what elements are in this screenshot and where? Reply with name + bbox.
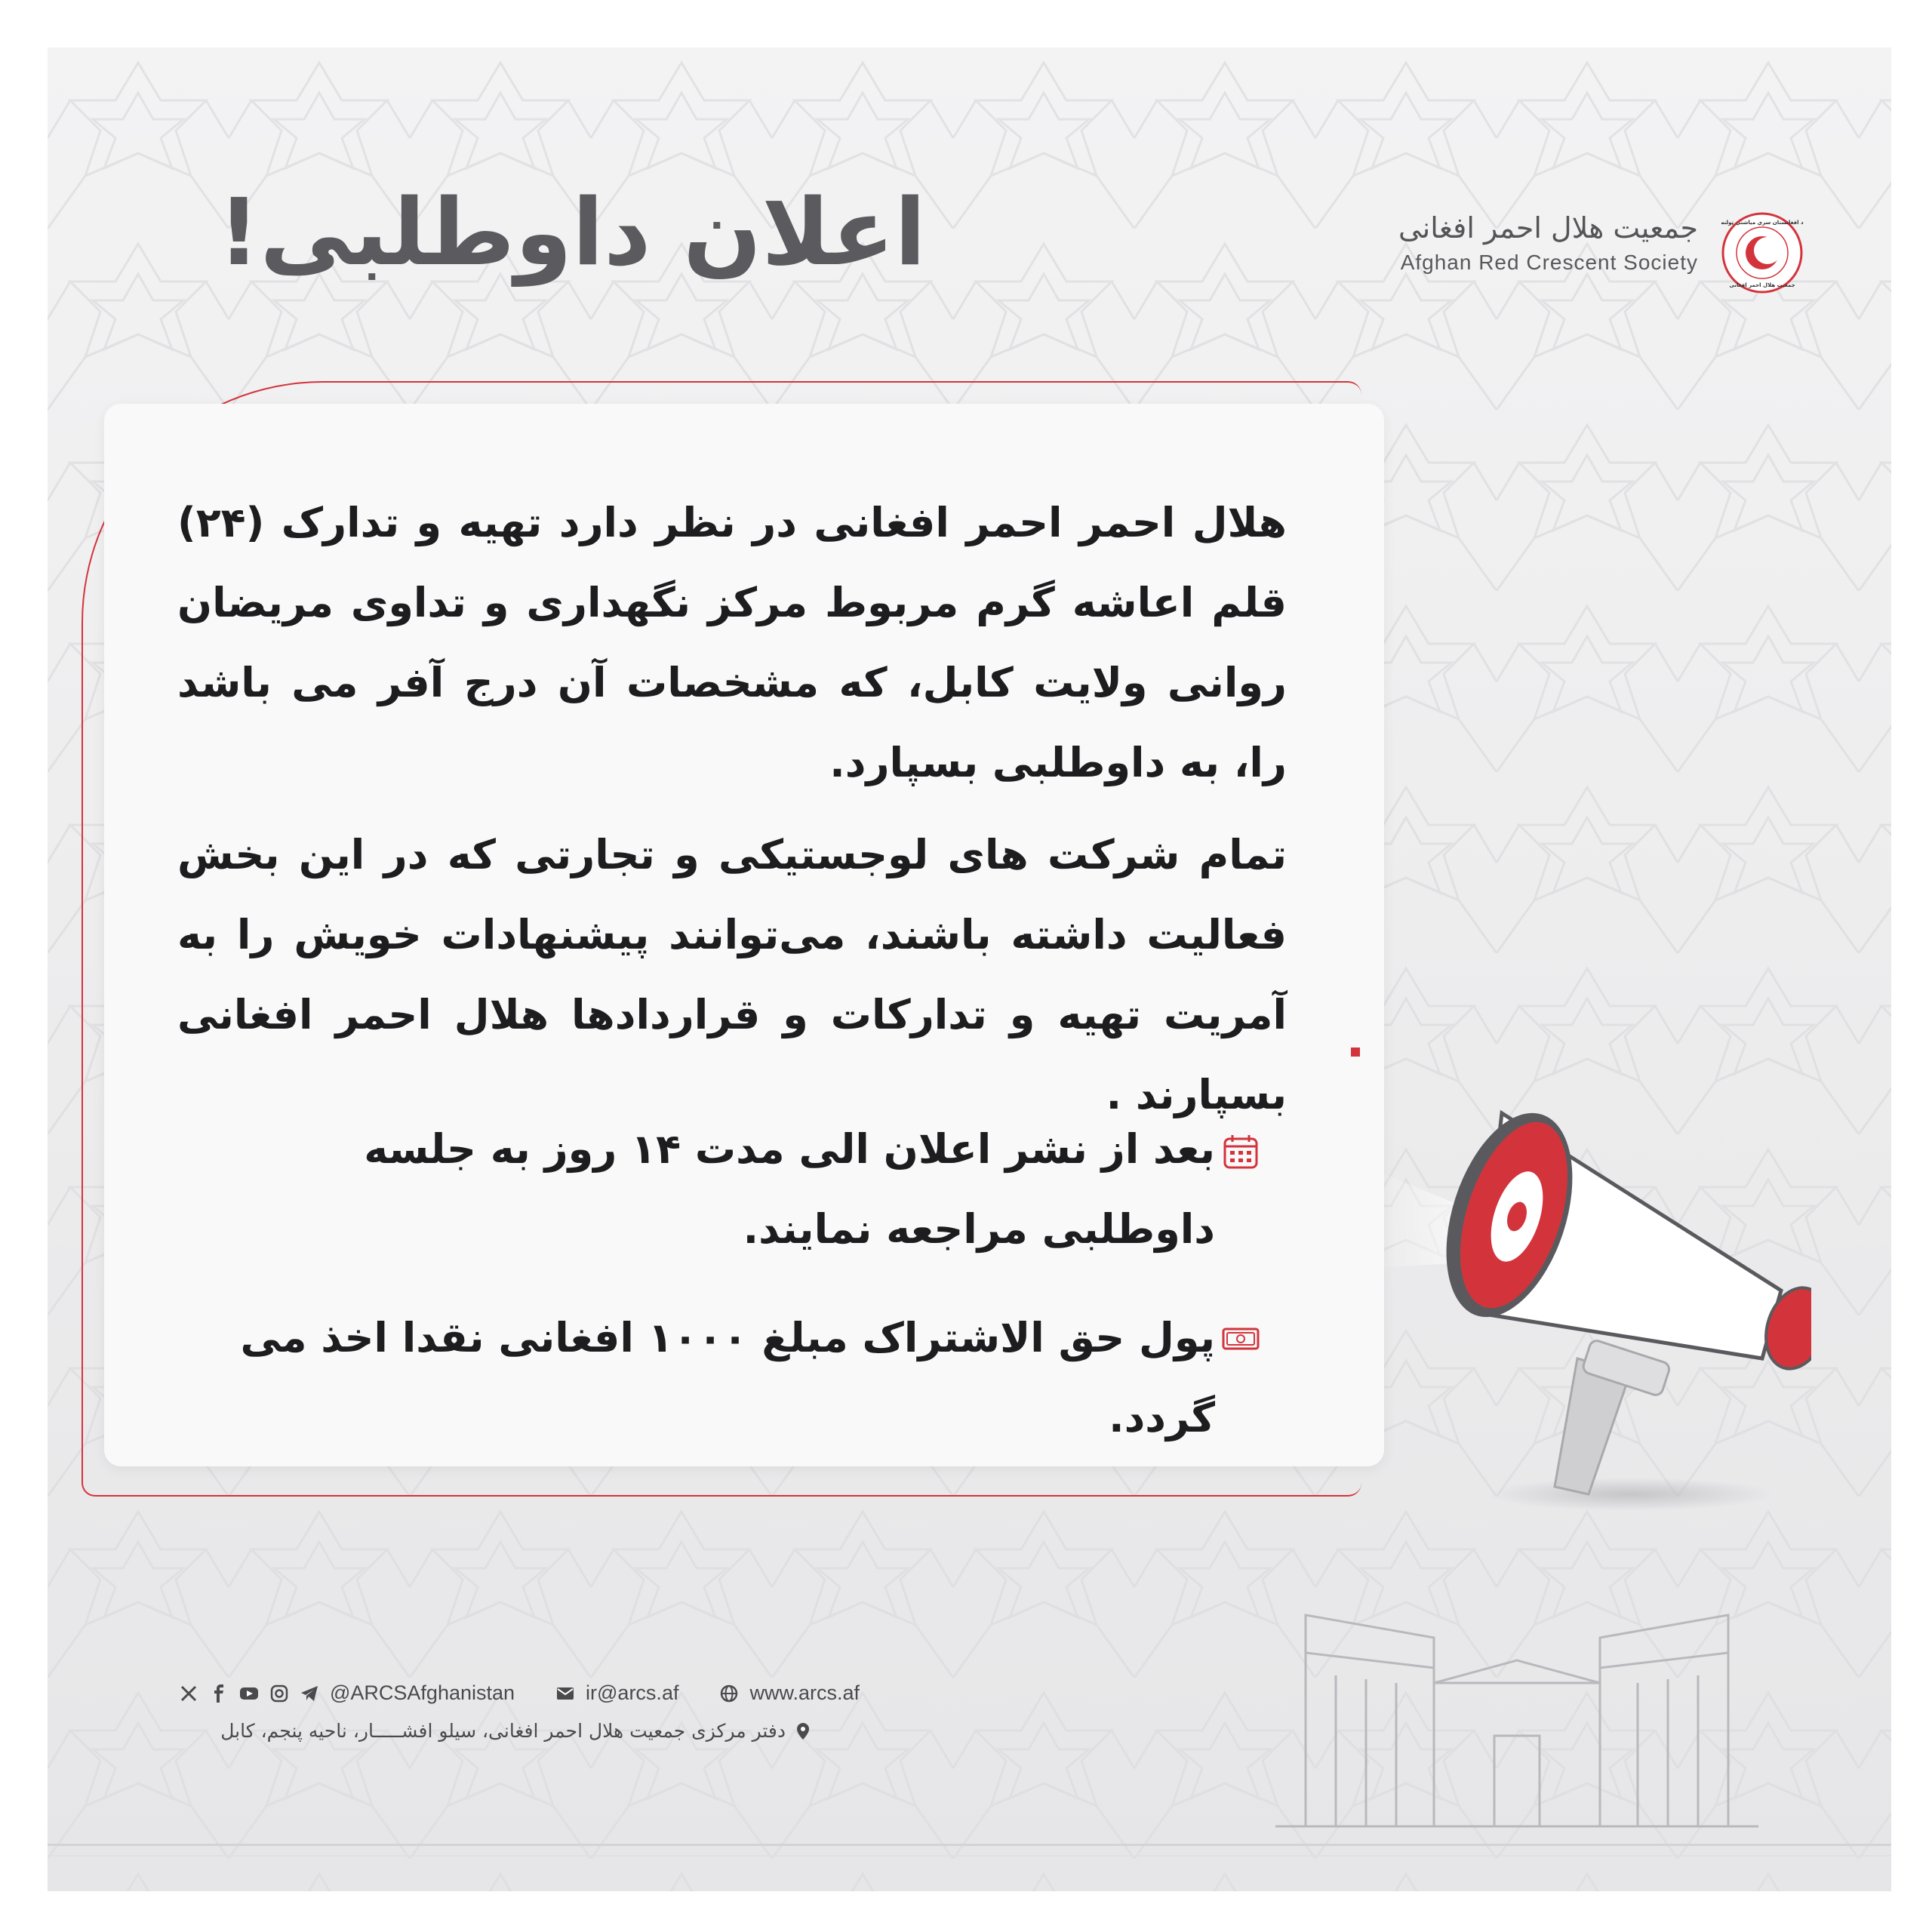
- bullet-fee: پول حق الاشتراک مبلغ ۱۰۰۰ افغانی نقدا اخذ می گردد.: [240, 1314, 1215, 1441]
- announcement-paragraph-1: هلال احمر احمر افغانی در نظر دارد تهیه و تدارک (۲۴) قلم اعاشه گرم مربوط مرکز نگهداری و تداوی مریضان روانی ولایت کابل، که مشخصات آن درج آفر می باشد را، به داوطلبی بسپارد.: [177, 499, 1287, 786]
- bullet-deadline: بعد از نشر اعلان الی مدت ۱۴ روز به جلسه داوطلبی مراجعه نمایند.: [364, 1125, 1215, 1253]
- telegram-icon[interactable]: [300, 1684, 319, 1703]
- announcement-body: [177, 483, 1287, 1135]
- logo-ring-text-top: د افغانستان سري میاشتې ټولنه: [1721, 220, 1804, 226]
- red-crescent-logo: [1721, 211, 1804, 294]
- mail-icon: [555, 1684, 575, 1703]
- ground-line-secondary: [48, 1855, 1891, 1857]
- calendar-icon: [1221, 1132, 1260, 1171]
- location-pin-icon: [793, 1721, 813, 1741]
- page-title: اعلان داوطلبی!: [217, 179, 926, 286]
- organization-name-block: [1398, 211, 1698, 275]
- headquarters-building-illustration: [1275, 1577, 1758, 1849]
- address-text: دفتر مرکزی جمعیت هلال احمر افغانی، سیلو افشـــــار، ناحیه پنجم، کابل: [220, 1720, 786, 1742]
- logo-ring-text-bottom: جمعیت هلال احمر افغانی: [1729, 282, 1795, 288]
- social-handle[interactable]: @ARCSAfghanistan: [330, 1681, 515, 1704]
- footer-address-row: [179, 1720, 813, 1742]
- globe-icon: [719, 1684, 739, 1703]
- organization-name-en: Afghan Red Crescent Society: [1400, 251, 1698, 274]
- facebook-icon[interactable]: [209, 1684, 229, 1703]
- instagram-icon[interactable]: [269, 1684, 289, 1703]
- youtube-icon[interactable]: [239, 1684, 259, 1703]
- footer-contact-row: [179, 1681, 860, 1705]
- footer: [179, 1681, 860, 1742]
- organization-name-fa: جمعیت هلال احمر افغانی: [1398, 211, 1698, 245]
- megaphone-illustration: [1328, 1041, 1811, 1524]
- announcement-paragraph-2: تمام شرکت های لوجستیکی و تجارتی که در این بخش فعالیت داشته باشند، می‌توانند پیشنهادات خویش را به آمریت تهیه و تدارکات و قراردادها هلال احمر افغانی بسپارند .: [177, 831, 1287, 1118]
- email-link[interactable]: ir@arcs.af: [586, 1681, 679, 1704]
- x-icon[interactable]: [179, 1684, 198, 1703]
- website-link[interactable]: www.arcs.af: [749, 1681, 860, 1704]
- cash-icon: [1221, 1319, 1260, 1358]
